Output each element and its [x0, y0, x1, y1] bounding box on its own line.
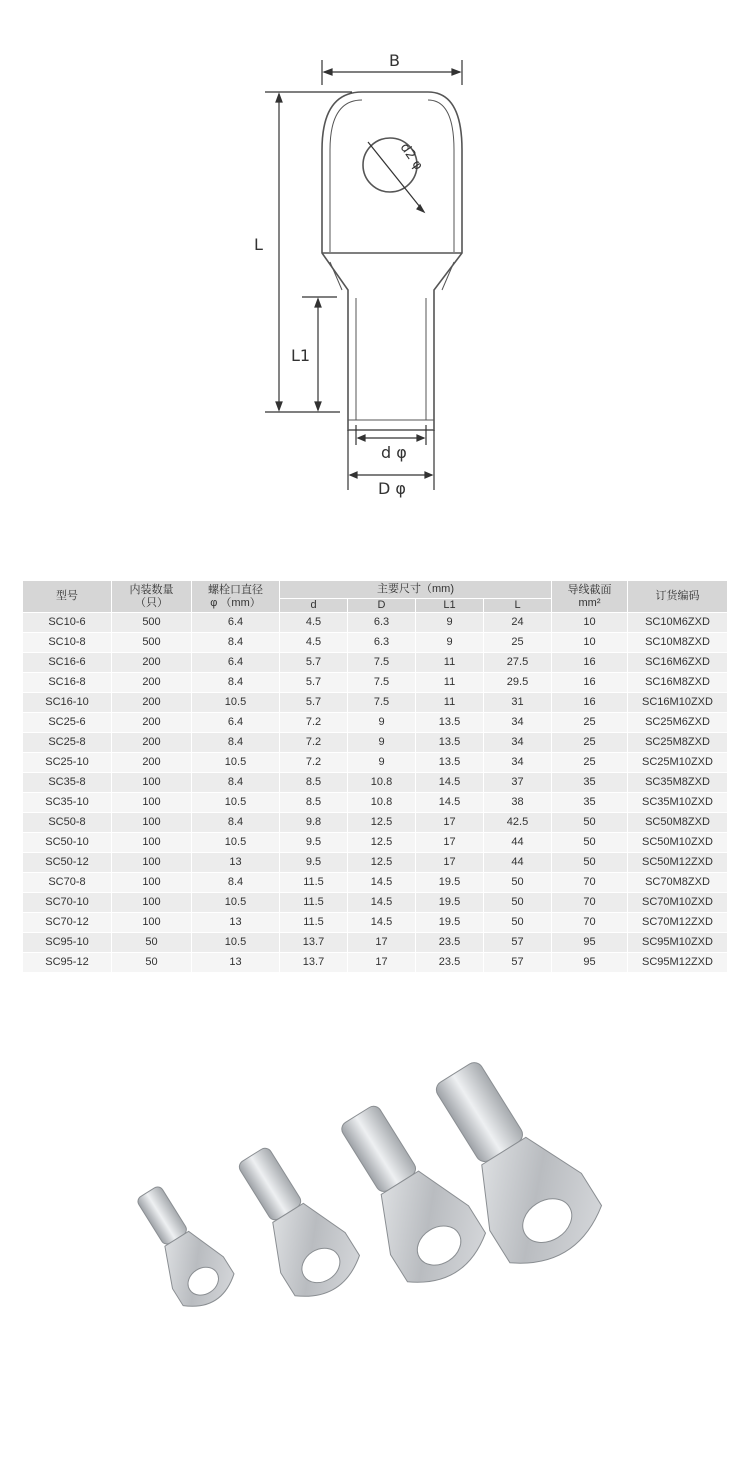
cell-wire-section: 70 — [552, 873, 628, 893]
table-row — [23, 933, 728, 953]
lug-medium — [220, 1135, 368, 1308]
cell-order-code: SC95M12ZXD — [628, 953, 728, 973]
cell-wire-section: 16 — [552, 693, 628, 713]
cell-bolt-dia: 8.4 — [192, 633, 280, 653]
cell-bolt-dia: 13 — [192, 953, 280, 973]
cell-d: 7.2 — [280, 733, 348, 753]
label-L: L — [254, 235, 263, 254]
cell-D: 12.5 — [348, 853, 416, 873]
table-row — [23, 913, 728, 933]
cell-model: SC10-8 — [23, 633, 112, 653]
cell-order-code: SC16M8ZXD — [628, 673, 728, 693]
cell-d: 11.5 — [280, 913, 348, 933]
cell-wire-section: 50 — [552, 853, 628, 873]
cell-L: 29.5 — [484, 673, 552, 693]
cell-d: 7.2 — [280, 713, 348, 733]
cell-pack-qty: 100 — [112, 793, 192, 813]
cell-order-code: SC16M10ZXD — [628, 693, 728, 713]
cell-wire-section: 25 — [552, 713, 628, 733]
cell-bolt-dia: 13 — [192, 853, 280, 873]
spec-table-body — [23, 613, 728, 973]
cell-pack-qty: 200 — [112, 693, 192, 713]
cell-model: SC70-8 — [23, 873, 112, 893]
lug-outline — [322, 92, 462, 430]
cell-order-code: SC10M8ZXD — [628, 633, 728, 653]
cell-wire-section: 25 — [552, 753, 628, 773]
cell-L: 24 — [484, 613, 552, 633]
cell-d: 4.5 — [280, 633, 348, 653]
cell-L1: 17 — [416, 853, 484, 873]
table-row — [23, 873, 728, 893]
spec-table — [22, 580, 728, 973]
table-row — [23, 713, 728, 733]
cell-model: SC25-10 — [23, 753, 112, 773]
cell-bolt-dia: 13 — [192, 913, 280, 933]
cell-L1: 9 — [416, 613, 484, 633]
cell-order-code: SC25M8ZXD — [628, 733, 728, 753]
header-model: 型号 — [23, 581, 112, 613]
cell-model: SC35-10 — [23, 793, 112, 813]
cell-L1: 19.5 — [416, 913, 484, 933]
cell-wire-section: 95 — [552, 933, 628, 953]
cell-order-code: SC35M10ZXD — [628, 793, 728, 813]
cell-bolt-dia: 6.4 — [192, 613, 280, 633]
label-L1: L1 — [291, 346, 311, 365]
table-row — [23, 813, 728, 833]
cell-D: 10.8 — [348, 773, 416, 793]
cell-model: SC16-10 — [23, 693, 112, 713]
header-bolt-dia: 螺栓口直径 φ （mm） — [192, 581, 280, 613]
header-D: D — [348, 599, 416, 613]
cell-L: 42.5 — [484, 813, 552, 833]
cell-L1: 23.5 — [416, 953, 484, 973]
cell-d: 9.8 — [280, 813, 348, 833]
table-row — [23, 773, 728, 793]
cell-wire-section: 70 — [552, 893, 628, 913]
cell-L: 44 — [484, 833, 552, 853]
table-row — [23, 673, 728, 693]
cell-L1: 14.5 — [416, 773, 484, 793]
cell-order-code: SC25M10ZXD — [628, 753, 728, 773]
cell-L: 50 — [484, 913, 552, 933]
cell-D: 9 — [348, 753, 416, 773]
cell-model: SC50-10 — [23, 833, 112, 853]
cell-d: 5.7 — [280, 673, 348, 693]
cell-wire-section: 35 — [552, 793, 628, 813]
header-wire-section: 导线截面 mm² — [552, 581, 628, 613]
cell-order-code: SC50M12ZXD — [628, 853, 728, 873]
cell-model: SC16-6 — [23, 653, 112, 673]
product-photo — [70, 1030, 690, 1370]
cell-D: 12.5 — [348, 833, 416, 853]
header-L: L — [484, 599, 552, 613]
cell-pack-qty: 200 — [112, 673, 192, 693]
cell-wire-section: 10 — [552, 633, 628, 653]
cell-d: 13.7 — [280, 933, 348, 953]
cell-order-code: SC10M6ZXD — [628, 613, 728, 633]
header-order-code: 订货编码 — [628, 581, 728, 613]
cell-L1: 14.5 — [416, 793, 484, 813]
cell-model: SC95-12 — [23, 953, 112, 973]
cell-L: 25 — [484, 633, 552, 653]
cell-pack-qty: 200 — [112, 753, 192, 773]
cell-L1: 11 — [416, 673, 484, 693]
cell-order-code: SC25M6ZXD — [628, 713, 728, 733]
cell-pack-qty: 50 — [112, 933, 192, 953]
cell-pack-qty: 200 — [112, 733, 192, 753]
table-row — [23, 753, 728, 773]
cell-wire-section: 50 — [552, 833, 628, 853]
header-main-dims: 主要尺寸（mm) — [280, 581, 552, 599]
cell-L1: 11 — [416, 693, 484, 713]
cell-L: 50 — [484, 893, 552, 913]
cell-bolt-dia: 6.4 — [192, 653, 280, 673]
table-row — [23, 613, 728, 633]
cell-pack-qty: 100 — [112, 873, 192, 893]
cell-bolt-dia: 10.5 — [192, 933, 280, 953]
cell-D: 7.5 — [348, 653, 416, 673]
cell-wire-section: 16 — [552, 673, 628, 693]
cell-L: 37 — [484, 773, 552, 793]
table-row — [23, 693, 728, 713]
table-row — [23, 633, 728, 653]
table-row — [23, 833, 728, 853]
cell-L: 34 — [484, 753, 552, 773]
cell-L1: 17 — [416, 813, 484, 833]
cell-d: 4.5 — [280, 613, 348, 633]
cell-wire-section: 25 — [552, 733, 628, 753]
header-L1: L1 — [416, 599, 484, 613]
cell-bolt-dia: 10.5 — [192, 893, 280, 913]
cell-D: 14.5 — [348, 893, 416, 913]
cell-model: SC25-6 — [23, 713, 112, 733]
cell-pack-qty: 100 — [112, 773, 192, 793]
cell-pack-qty: 500 — [112, 613, 192, 633]
lug-small — [122, 1176, 240, 1316]
cell-L1: 19.5 — [416, 893, 484, 913]
cell-bolt-dia: 8.4 — [192, 813, 280, 833]
cell-model: SC95-10 — [23, 933, 112, 953]
cell-d: 8.5 — [280, 793, 348, 813]
cell-order-code: SC50M10ZXD — [628, 833, 728, 853]
cell-L1: 11 — [416, 653, 484, 673]
cell-L: 34 — [484, 713, 552, 733]
cell-d: 7.2 — [280, 753, 348, 773]
cell-order-code: SC50M8ZXD — [628, 813, 728, 833]
cell-D: 9 — [348, 713, 416, 733]
cell-L: 57 — [484, 933, 552, 953]
cell-D: 7.5 — [348, 673, 416, 693]
cell-bolt-dia: 10.5 — [192, 693, 280, 713]
cell-L: 50 — [484, 873, 552, 893]
cell-D: 6.3 — [348, 613, 416, 633]
cell-pack-qty: 100 — [112, 913, 192, 933]
cell-L: 34 — [484, 733, 552, 753]
cell-D: 14.5 — [348, 873, 416, 893]
cell-wire-section: 10 — [552, 613, 628, 633]
cell-D: 12.5 — [348, 813, 416, 833]
cell-D: 17 — [348, 933, 416, 953]
cell-L1: 13.5 — [416, 753, 484, 773]
cell-model: SC25-8 — [23, 733, 112, 753]
lug-dimension-diagram — [0, 0, 750, 540]
cell-L: 31 — [484, 693, 552, 713]
cell-L1: 13.5 — [416, 733, 484, 753]
cell-order-code: SC35M8ZXD — [628, 773, 728, 793]
cell-model: SC50-12 — [23, 853, 112, 873]
cell-bolt-dia: 8.4 — [192, 673, 280, 693]
cell-D: 17 — [348, 953, 416, 973]
cell-model: SC70-12 — [23, 913, 112, 933]
cell-d: 11.5 — [280, 873, 348, 893]
cell-L1: 13.5 — [416, 713, 484, 733]
cell-d: 11.5 — [280, 893, 348, 913]
label-d: d φ — [381, 443, 407, 462]
cell-bolt-dia: 6.4 — [192, 713, 280, 733]
table-row — [23, 953, 728, 973]
cell-model: SC10-6 — [23, 613, 112, 633]
cell-L: 27.5 — [484, 653, 552, 673]
cell-L1: 19.5 — [416, 873, 484, 893]
label-d2: d2 φ — [396, 140, 426, 174]
cell-model: SC16-8 — [23, 673, 112, 693]
cell-L: 44 — [484, 853, 552, 873]
cell-bolt-dia: 8.4 — [192, 873, 280, 893]
cell-D: 6.3 — [348, 633, 416, 653]
label-B: B — [389, 51, 400, 70]
cell-pack-qty: 100 — [112, 833, 192, 853]
cell-L1: 23.5 — [416, 933, 484, 953]
cell-order-code: SC70M10ZXD — [628, 893, 728, 913]
table-row — [23, 853, 728, 873]
header-d: d — [280, 599, 348, 613]
table-row — [23, 793, 728, 813]
label-D: D φ — [378, 479, 406, 498]
cell-d: 8.5 — [280, 773, 348, 793]
cell-D: 9 — [348, 733, 416, 753]
cell-L1: 9 — [416, 633, 484, 653]
cell-pack-qty: 100 — [112, 893, 192, 913]
cell-d: 5.7 — [280, 693, 348, 713]
cell-bolt-dia: 10.5 — [192, 833, 280, 853]
cell-d: 9.5 — [280, 833, 348, 853]
cell-pack-qty: 100 — [112, 813, 192, 833]
header-pack-qty: 内装数量 （只） — [112, 581, 192, 613]
cell-d: 13.7 — [280, 953, 348, 973]
cell-order-code: SC70M8ZXD — [628, 873, 728, 893]
cell-D: 7.5 — [348, 693, 416, 713]
cell-L1: 17 — [416, 833, 484, 853]
cell-pack-qty: 100 — [112, 853, 192, 873]
cell-pack-qty: 500 — [112, 633, 192, 653]
cell-pack-qty: 50 — [112, 953, 192, 973]
cell-wire-section: 70 — [552, 913, 628, 933]
table-row — [23, 893, 728, 913]
cell-order-code: SC95M10ZXD — [628, 933, 728, 953]
cell-model: SC70-10 — [23, 893, 112, 913]
cell-bolt-dia: 10.5 — [192, 793, 280, 813]
table-row — [23, 653, 728, 673]
cell-L: 57 — [484, 953, 552, 973]
cell-d: 5.7 — [280, 653, 348, 673]
cell-pack-qty: 200 — [112, 653, 192, 673]
cell-bolt-dia: 8.4 — [192, 773, 280, 793]
cell-wire-section: 16 — [552, 653, 628, 673]
cell-pack-qty: 200 — [112, 713, 192, 733]
cell-order-code: SC16M6ZXD — [628, 653, 728, 673]
cell-wire-section: 95 — [552, 953, 628, 973]
cell-order-code: SC70M12ZXD — [628, 913, 728, 933]
cell-model: SC35-8 — [23, 773, 112, 793]
cell-D: 14.5 — [348, 913, 416, 933]
cell-model: SC50-8 — [23, 813, 112, 833]
cell-wire-section: 35 — [552, 773, 628, 793]
cell-L: 38 — [484, 793, 552, 813]
table-row — [23, 733, 728, 753]
cell-wire-section: 50 — [552, 813, 628, 833]
cell-bolt-dia: 10.5 — [192, 753, 280, 773]
cell-bolt-dia: 8.4 — [192, 733, 280, 753]
cell-d: 9.5 — [280, 853, 348, 873]
cell-D: 10.8 — [348, 793, 416, 813]
